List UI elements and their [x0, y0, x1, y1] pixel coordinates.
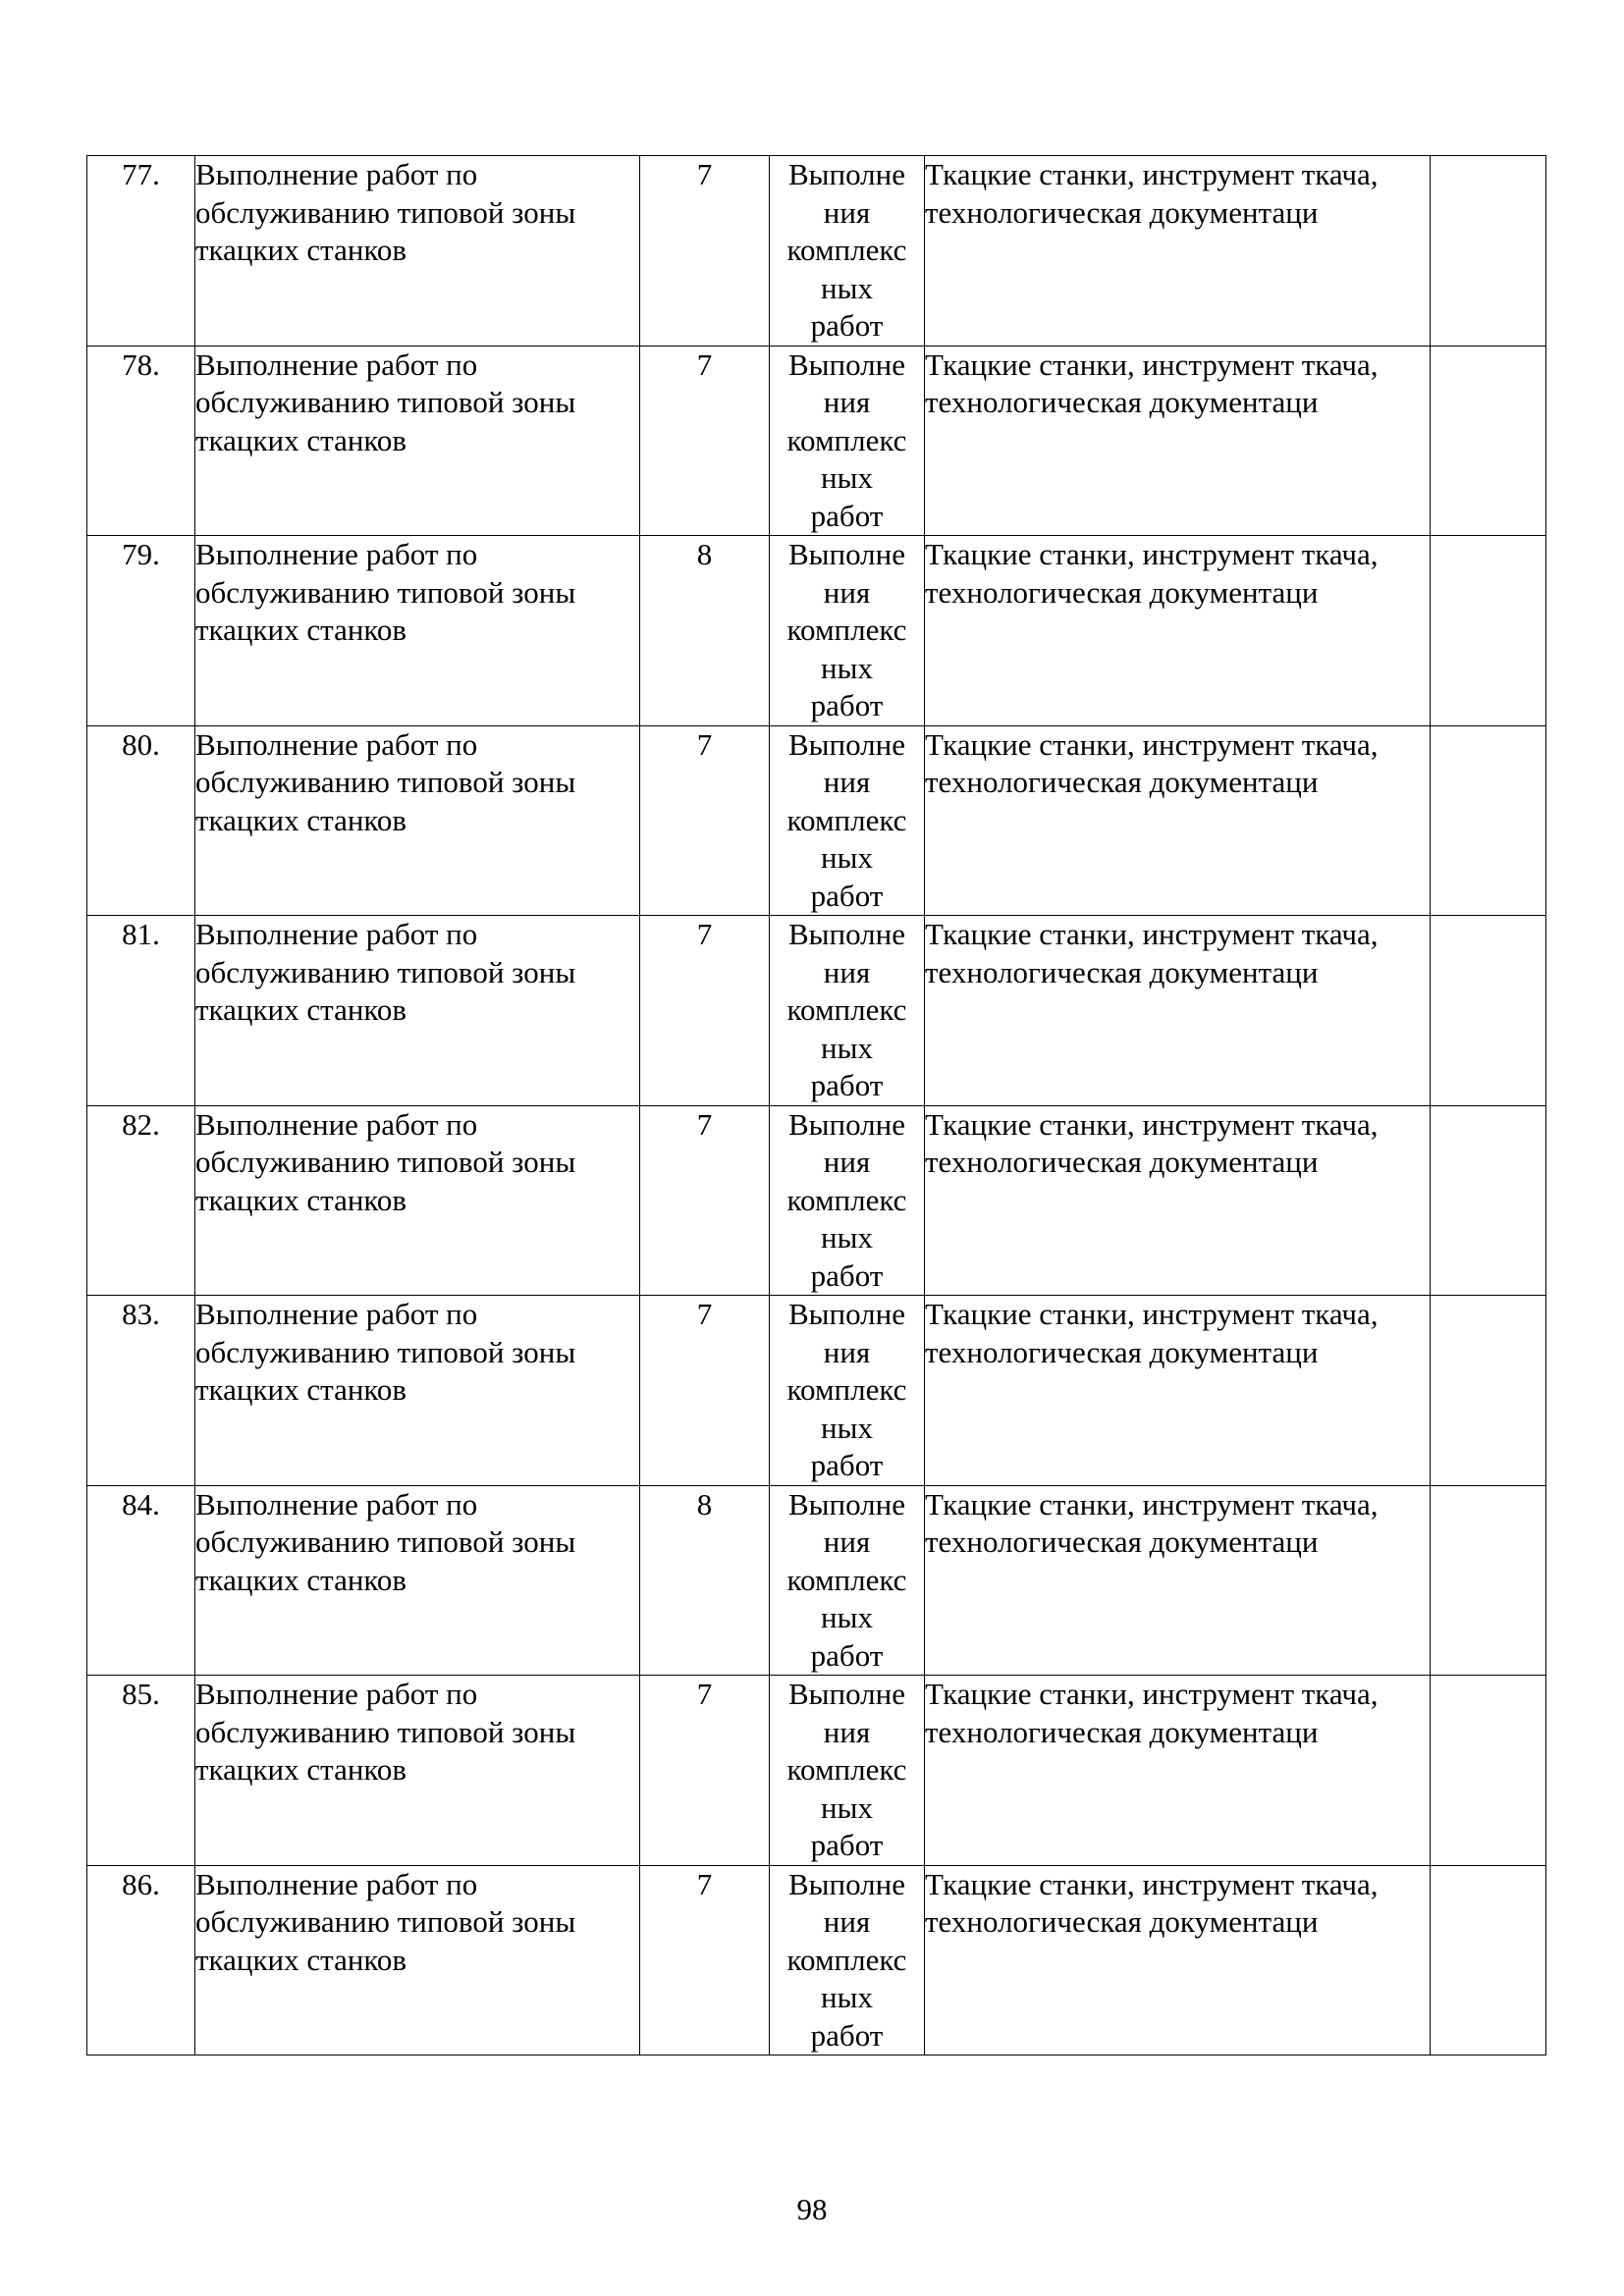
- table-row: [87, 156, 1546, 347]
- topic-cell: Выполнение работ по обслуживанию типовой зоны ткацких станков: [195, 346, 640, 536]
- lesson-form-line: ния: [823, 765, 871, 799]
- lesson-form-line: комплекс: [786, 1372, 907, 1407]
- lesson-form-cell: [770, 1485, 925, 1676]
- lesson-form-line: ния: [823, 1524, 871, 1559]
- lesson-form-line: ных: [821, 270, 873, 305]
- lesson-form-line: комплекс: [786, 613, 907, 647]
- note-cell: [1431, 1676, 1546, 1866]
- hours-cell: 7: [640, 346, 770, 536]
- table-row: [87, 1865, 1546, 2056]
- lesson-form-line: комплекс: [786, 802, 907, 837]
- lesson-form-line: комплекс: [786, 422, 907, 457]
- table-row: [87, 1296, 1546, 1486]
- lesson-form-cell: [770, 1865, 925, 2056]
- lesson-form-line: ния: [823, 1334, 871, 1369]
- lesson-form-line: ния: [823, 385, 871, 419]
- row-number-cell: 86.: [87, 1865, 195, 2056]
- row-number-cell: 79.: [87, 536, 195, 726]
- topic-cell: Выполнение работ по обслуживанию типовой зоны ткацких станков: [195, 1676, 640, 1866]
- note-cell: [1431, 346, 1546, 536]
- topic-cell: Выполнение работ по обслуживанию типовой зоны ткацких станков: [195, 725, 640, 916]
- row-number-cell: 81.: [87, 916, 195, 1106]
- lesson-form-cell: [770, 156, 925, 347]
- equipment-cell: Ткацкие станки, инструмент ткача, технологическая документаци: [925, 916, 1431, 1106]
- note-cell: [1431, 1296, 1546, 1486]
- hours-cell: 8: [640, 536, 770, 726]
- lesson-form-line: Выполне: [787, 1677, 905, 1711]
- topic-cell: Выполнение работ по обслуживанию типовой зоны ткацких станков: [195, 1865, 640, 2056]
- table-body: [87, 156, 1546, 2056]
- note-cell: [1431, 916, 1546, 1106]
- lesson-form-cell: [770, 1676, 925, 1866]
- table-row: [87, 346, 1546, 536]
- lesson-form-line: работ: [810, 688, 884, 722]
- lesson-form-line: ния: [823, 1904, 871, 1939]
- lesson-form-line: ния: [823, 1145, 871, 1179]
- hours-cell: 7: [640, 1105, 770, 1296]
- note-cell: [1431, 1865, 1546, 2056]
- equipment-cell: Ткацкие станки, инструмент ткача, технологическая документаци: [925, 725, 1431, 916]
- lesson-form-line: работ: [810, 308, 884, 343]
- lesson-form-line: комплекс: [786, 233, 907, 267]
- lesson-form-line: ных: [821, 650, 873, 685]
- lesson-form-line: ных: [821, 460, 873, 495]
- table-row: [87, 1676, 1546, 1866]
- table-row: [87, 916, 1546, 1106]
- topic-cell: Выполнение работ по обслуживанию типовой зоны ткацких станков: [195, 1485, 640, 1676]
- lesson-form-cell: [770, 1105, 925, 1296]
- note-cell: [1431, 536, 1546, 726]
- lesson-form-line: ния: [823, 194, 871, 230]
- lesson-form-line: работ: [810, 2017, 884, 2053]
- note-cell: [1431, 1485, 1546, 1676]
- lesson-form-line: ных: [821, 1410, 873, 1445]
- lesson-form-line: Выполне: [787, 1106, 905, 1142]
- equipment-cell: Ткацкие станки, инструмент ткача, технологическая документаци: [925, 536, 1431, 726]
- topic-cell: Выполнение работ по обслуживанию типовой зоны ткацких станков: [195, 1296, 640, 1486]
- lesson-form-line: Выполне: [787, 917, 905, 951]
- lesson-form-line: ных: [821, 1789, 873, 1825]
- note-cell: [1431, 156, 1546, 347]
- lesson-form-line: комплекс: [786, 1562, 907, 1597]
- lesson-form-line: ных: [821, 1600, 873, 1634]
- row-number-cell: 85.: [87, 1676, 195, 1866]
- lesson-form-cell: [770, 1296, 925, 1486]
- table-row: [87, 725, 1546, 916]
- hours-cell: 7: [640, 156, 770, 347]
- row-number-cell: 82.: [87, 1105, 195, 1296]
- hours-cell: 7: [640, 1296, 770, 1486]
- lesson-form-line: Выполне: [787, 1297, 905, 1331]
- equipment-cell: Ткацкие станки, инструмент ткача, технологическая документаци: [925, 1485, 1431, 1676]
- lesson-form-line: ных: [821, 1980, 873, 2014]
- topic-cell: Выполнение работ по обслуживанию типовой зоны ткацких станков: [195, 1105, 640, 1296]
- lesson-form-line: Выполне: [787, 157, 905, 191]
- lesson-form-line: работ: [810, 1068, 884, 1102]
- lesson-form-line: ных: [821, 1030, 873, 1065]
- hours-cell: 7: [640, 1865, 770, 2056]
- row-number-cell: 78.: [87, 346, 195, 536]
- page-number: 98: [796, 2192, 828, 2226]
- lesson-form-line: Выполне: [787, 537, 905, 571]
- row-number-cell: 84.: [87, 1485, 195, 1676]
- topic-cell: Выполнение работ по обслуживанию типовой зоны ткацких станков: [195, 156, 640, 347]
- hours-cell: 7: [640, 916, 770, 1106]
- equipment-cell: Ткацкие станки, инструмент ткача, технологическая документаци: [925, 1296, 1431, 1486]
- lesson-form-line: Выполне: [787, 347, 905, 382]
- equipment-cell: Ткацкие станки, инструмент ткача, технологическая документаци: [925, 1105, 1431, 1296]
- lesson-form-line: ния: [823, 954, 871, 989]
- table-row: [87, 1485, 1546, 1676]
- equipment-cell: Ткацкие станки, инструмент ткача, технологическая документаци: [925, 346, 1431, 536]
- row-number-cell: 80.: [87, 725, 195, 916]
- row-number-cell: 83.: [87, 1296, 195, 1486]
- lesson-form-line: работ: [810, 498, 884, 533]
- equipment-cell: Ткацкие станки, инструмент ткача, технологическая документаци: [925, 156, 1431, 347]
- table-row: [87, 1105, 1546, 1296]
- lesson-form-line: работ: [810, 1828, 884, 1862]
- lesson-form-line: комплекс: [786, 992, 907, 1027]
- equipment-cell: Ткацкие станки, инструмент ткача, технологическая документаци: [925, 1676, 1431, 1866]
- lesson-form-cell: [770, 346, 925, 536]
- lesson-plan-table: [86, 155, 1546, 2056]
- lesson-form-line: ных: [821, 840, 873, 875]
- row-number-cell: 77.: [87, 156, 195, 347]
- note-cell: [1431, 725, 1546, 916]
- lesson-form-line: ния: [823, 1714, 871, 1749]
- lesson-form-line: комплекс: [786, 1752, 907, 1787]
- lesson-form-cell: [770, 536, 925, 726]
- lesson-form-line: комплекс: [786, 1942, 907, 1977]
- topic-cell: Выполнение работ по обслуживанию типовой зоны ткацких станков: [195, 916, 640, 1106]
- lesson-form-line: Выполне: [787, 1486, 905, 1522]
- lesson-form-line: ных: [821, 1220, 873, 1255]
- lesson-form-cell: [770, 725, 925, 916]
- lesson-form-line: Выполне: [787, 1866, 905, 1901]
- lesson-form-cell: [770, 916, 925, 1106]
- lesson-form-line: работ: [810, 1257, 884, 1293]
- lesson-form-line: Выполне: [787, 726, 905, 762]
- lesson-form-line: ния: [823, 574, 871, 610]
- hours-cell: 7: [640, 725, 770, 916]
- note-cell: [1431, 1105, 1546, 1296]
- hours-cell: 8: [640, 1485, 770, 1676]
- lesson-form-line: работ: [810, 1448, 884, 1482]
- lesson-form-line: работ: [810, 1637, 884, 1673]
- lesson-form-line: работ: [810, 878, 884, 913]
- hours-cell: 7: [640, 1676, 770, 1866]
- topic-cell: Выполнение работ по обслуживанию типовой зоны ткацких станков: [195, 536, 640, 726]
- lesson-form-line: комплекс: [786, 1182, 907, 1217]
- table-row: [87, 536, 1546, 726]
- equipment-cell: Ткацкие станки, инструмент ткача, технологическая документаци: [925, 1865, 1431, 2056]
